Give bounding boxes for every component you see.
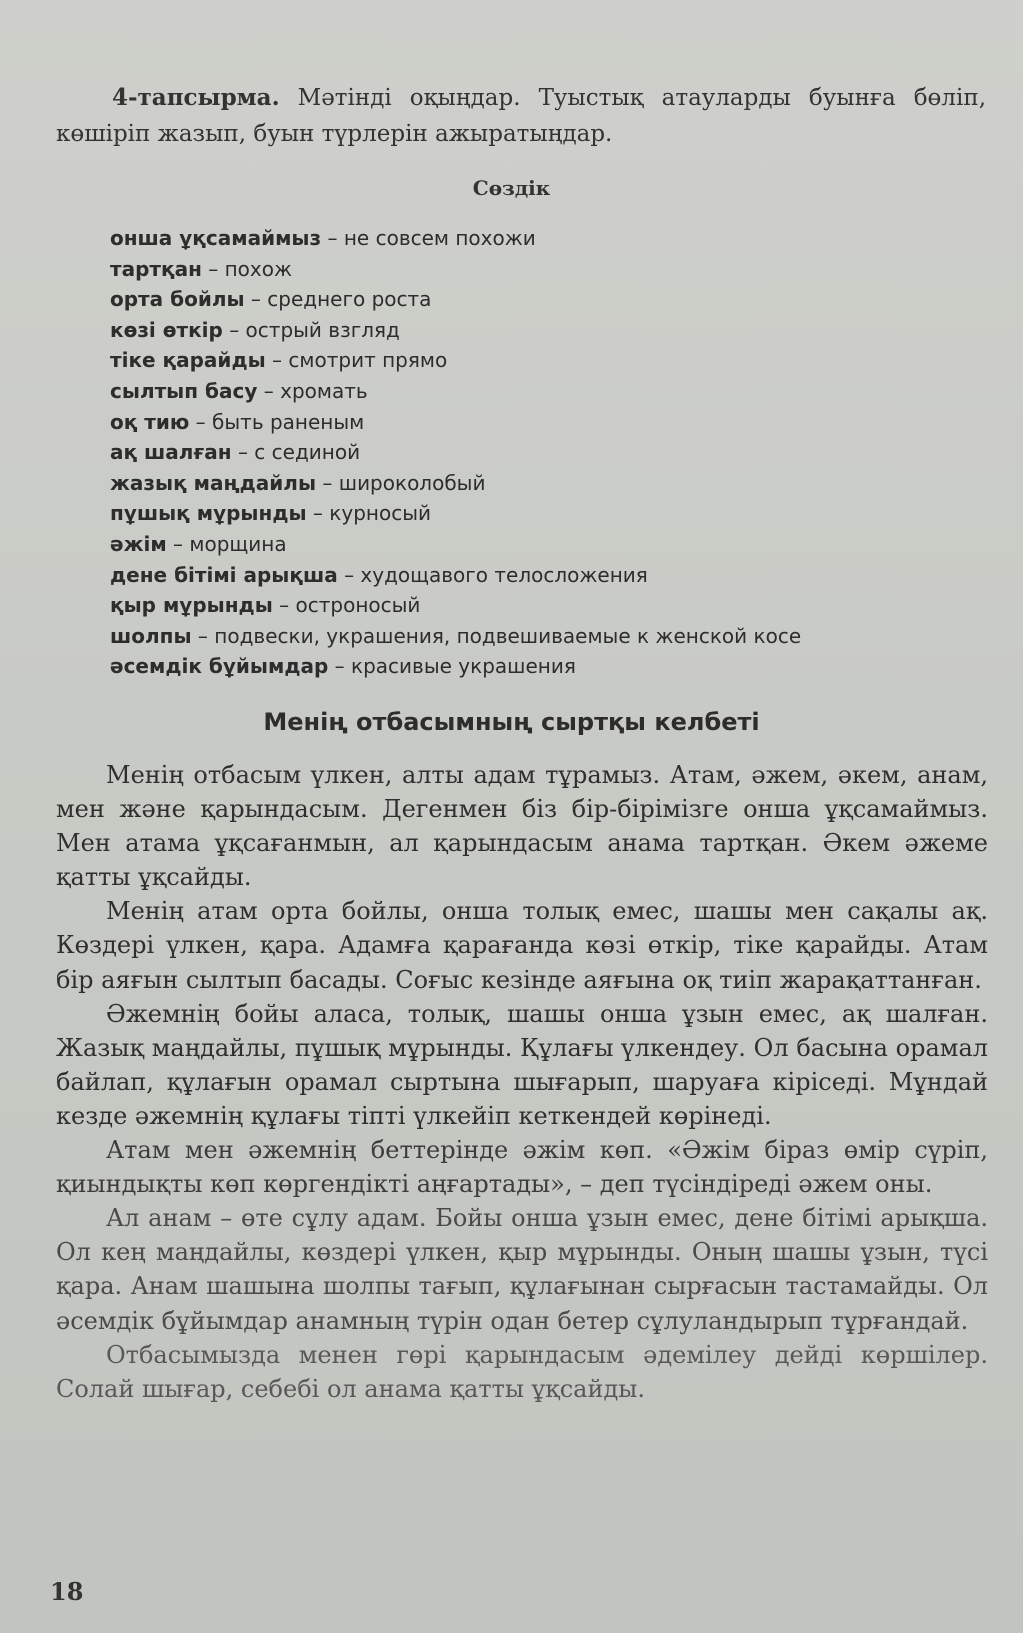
vocabulary-translation: – курносый [306, 501, 431, 526]
vocabulary-entry [110, 529, 990, 560]
vocabulary-entry [110, 437, 990, 468]
vocabulary-title: Сөздік [472, 176, 551, 200]
vocabulary-term: оқ тию [110, 409, 190, 434]
vocabulary-entry [110, 254, 990, 285]
vocabulary-entry [110, 651, 990, 682]
task-instruction [56, 80, 986, 152]
vocabulary-translation: – с сединой [231, 440, 361, 465]
task-text: Мәтінді оқыңдар. Туыстық атауларды буынға бөліп, көшіріп жазып, буын түрлерін ажыратыңдар. [56, 85, 987, 147]
vocabulary-term: сылтып басу [110, 378, 258, 403]
vocabulary-entry [110, 284, 990, 315]
vocabulary-term: әжім [110, 531, 167, 556]
vocabulary-entry [110, 560, 990, 591]
vocabulary-entry [110, 590, 990, 621]
vocabulary-entry [110, 621, 990, 652]
vocabulary-translation: – похож [201, 256, 293, 281]
vocabulary-term: тіке қарайды [110, 348, 266, 373]
vocabulary-list [110, 223, 990, 682]
vocabulary-translation: – хромать [257, 378, 368, 403]
vocabulary-translation: – красивые украшения [328, 654, 576, 679]
vocabulary-term: көзі өткір [110, 317, 223, 342]
vocabulary-term: пұшық мұрынды [110, 501, 307, 526]
vocabulary-entry [110, 223, 990, 254]
vocabulary-term: жазық маңдайлы [110, 470, 317, 495]
vocabulary-entry [110, 315, 990, 346]
vocabulary-term: шолпы [110, 623, 192, 648]
story-paragraph: Отбасымызда менен гөрі қарындасым әдемілеу дейді көршілер. Солай шығар, себебі ол анама қатты ұқсайды. [56, 1340, 988, 1403]
vocabulary-term: қыр мұрынды [110, 593, 273, 618]
vocabulary-entry [110, 407, 990, 438]
vocabulary-translation: – остроносый [272, 593, 421, 618]
page-number: 18 [50, 1577, 84, 1606]
vocabulary-term: дене бітімі арықша [110, 562, 338, 587]
vocabulary-term: орта бойлы [110, 287, 245, 312]
vocabulary-entry [110, 468, 990, 499]
vocabulary-term: онша ұқсамаймыз [110, 226, 322, 250]
vocabulary-translation: – быть раненым [189, 409, 365, 434]
vocabulary-translation: – среднего роста [244, 287, 432, 312]
story-title: Менің отбасымның сыртқы келбеті [263, 708, 760, 736]
vocabulary-translation: – смотрит прямо [265, 348, 448, 373]
vocabulary-entry [110, 376, 990, 407]
vocabulary-translation: – острый взгляд [222, 317, 400, 342]
vocabulary-term: әсемдік бұйымдар [110, 654, 329, 679]
story-paragraph: Әжемнің бойы аласа, толық, шашы онша ұзын емес, ақ шалған. Жазық маңдайлы, пұшық мұрынды. Құлағы үлкендеу. Ол басына орамал байлап, құлағын орамал сыртына шығарып, шаруаға кіріседі. Мұндай кезде әжемнің құлағы тіпті үлкейіп кеткендей көрінеді. [56, 999, 988, 1130]
story-text [56, 758, 988, 1406]
task-label: 4-тапсырма. [112, 84, 280, 111]
story-paragraph: Менің отбасым үлкен, алты адам тұрамыз. Атам, әжем, әкем, анам, мен және қарындасым. Дегенмен біз бір-бірімізге онша ұқсамаймыз. Мен атама ұқсағанмын, ал қарындасым анама тартқан. Әкем әжеме қатты ұқсайды. [56, 761, 988, 892]
vocabulary-entry [110, 345, 990, 376]
vocabulary-term: тартқан [110, 256, 202, 281]
vocabulary-translation: – худощавого телосложения [337, 562, 648, 587]
vocabulary-translation: – морщина [166, 531, 287, 556]
vocabulary-translation: – подвески, украшения, подвешиваемые к женской косе [191, 623, 802, 648]
vocabulary-translation: – широколобый [316, 470, 486, 495]
vocabulary-term: ақ шалған [110, 440, 232, 465]
story-paragraph: Менің атам орта бойлы, онша толық емес, шашы мен сақалы ақ. Көздері үлкен, қара. Адамға қарағанда көзі өткір, тіке қарайды. Атам бір аяғын сылтып басады. Соғыс кезінде аяғына оқ тиіп жарақаттанған. [56, 897, 988, 994]
vocabulary-entry [110, 498, 990, 529]
story-paragraph: Атам мен әжемнің беттерінде әжім көп. «Әжім біраз өмір сүріп, қиындықты көп көргендікті аңғартады», – деп түсіндіреді әжем оны. [56, 1136, 988, 1199]
vocabulary-translation: – не совсем похожи [321, 226, 536, 250]
story-paragraph: Ал анам – өте сұлу адам. Бойы онша ұзын емес, дене бітімі арықша. Ол кең маңдайлы, көздері үлкен, қыр мұрынды. Оның шашы ұзын, түсі қара. Анам шашына шолпы тағып, құлағынан сырғасын тастамайды. Ол әсемдік бұйымдар анамның түрін одан бетер сұлуландырып тұрғандай. [56, 1204, 988, 1335]
